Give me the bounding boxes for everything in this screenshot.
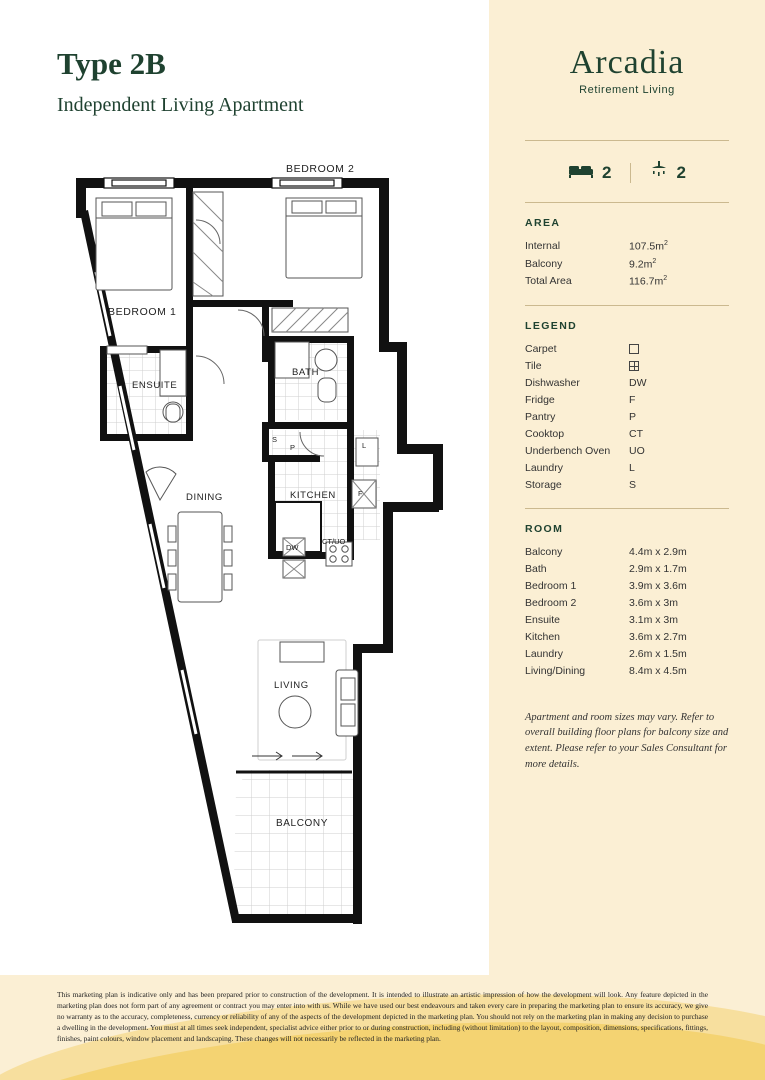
legend-label: Fridge — [525, 393, 555, 406]
legend-label: Carpet — [525, 342, 557, 355]
legend-label: Storage — [525, 478, 562, 491]
area-label: Total Area — [525, 275, 572, 287]
legend-row — [525, 443, 729, 460]
room-row — [525, 544, 729, 561]
legend-value: P — [629, 410, 637, 423]
legend-row — [525, 409, 729, 426]
svg-text:BEDROOM 2: BEDROOM 2 — [286, 163, 355, 175]
legend-label: Underbench Oven — [525, 444, 611, 457]
area-row — [525, 238, 729, 256]
legend-value: L — [629, 461, 635, 474]
bedroom-count-value: 2 — [602, 162, 612, 182]
legend-value: DW — [629, 376, 647, 389]
legend-value: S — [629, 478, 637, 491]
room-row — [525, 663, 729, 680]
legend-label: Dishwasher — [525, 376, 580, 389]
area-row — [525, 256, 729, 274]
legend-row — [525, 460, 729, 477]
svg-text:ENSUITE: ENSUITE — [132, 380, 178, 391]
room-row — [525, 629, 729, 646]
room-value: 8.4m x 4.5m — [629, 664, 687, 677]
legend-swatch-tile — [629, 358, 729, 375]
brand-block — [489, 0, 765, 96]
label-bedroom1: BEDROOM 1 — [108, 306, 177, 318]
svg-text:LIVING: LIVING — [274, 680, 309, 691]
room-value: 3.9m x 3.6m — [629, 579, 687, 592]
legend-value: UO — [629, 444, 645, 457]
bathroom-count-value: 2 — [676, 162, 686, 182]
room-label: Kitchen — [525, 630, 561, 643]
legend-row — [525, 392, 729, 409]
shower-icon — [649, 161, 669, 184]
bed-icon — [568, 162, 594, 183]
brand-name: Arcadia — [569, 44, 685, 81]
legend-row — [525, 375, 729, 392]
room-block — [489, 509, 765, 694]
area-value: $107.5m^2$ — [629, 240, 668, 253]
room-value: 3.6m x 3m — [629, 596, 679, 609]
sizes-note: Apartment and room sizes may vary. Refer to overall building floor plans for balcony size and extent. Please refer to your Sales Consultant for more details. — [525, 711, 729, 770]
area-label: Internal — [525, 240, 561, 252]
room-value: 4.4m x 2.9m — [629, 545, 687, 558]
svg-text:BALCONY: BALCONY — [276, 818, 328, 829]
room-label: Living/Dining — [525, 664, 586, 677]
area-value: $116.7m^2$ — [629, 275, 668, 288]
area-value: $9.2m^2$ — [629, 257, 657, 270]
svg-text:KITCHEN: KITCHEN — [290, 490, 336, 501]
room-row — [525, 595, 729, 612]
legend-value: F — [629, 393, 636, 406]
room-value: 2.6m x 1.5m — [629, 647, 687, 660]
room-counts — [489, 141, 765, 202]
room-label: Balcony — [525, 545, 563, 558]
room-label: Ensuite — [525, 613, 561, 626]
room-row — [525, 561, 729, 578]
svg-text:BATH: BATH — [292, 367, 320, 378]
bedroom-count — [568, 162, 611, 183]
page-title: Type 2B — [57, 46, 166, 81]
legend-swatch-carpet — [629, 341, 729, 358]
svg-text:L: L — [362, 441, 367, 450]
legend-row — [525, 341, 729, 358]
legend-row — [525, 358, 729, 375]
legend-label: Tile — [525, 359, 542, 372]
legend-block — [489, 306, 765, 508]
page-subtitle: Independent Living Apartment — [57, 94, 304, 116]
room-row — [525, 578, 729, 595]
room-label: Bedroom 2 — [525, 596, 577, 609]
area-title: AREA — [525, 217, 561, 229]
info-sidebar — [489, 0, 765, 975]
svg-text:S: S — [272, 435, 278, 444]
area-block — [489, 203, 765, 305]
legend-value: CT — [629, 427, 643, 440]
room-label: Bath — [525, 562, 547, 575]
room-value: 2.9m x 1.7m — [629, 562, 687, 575]
room-value: 3.1m x 3m — [629, 613, 679, 626]
bathroom-count — [649, 161, 686, 184]
floor-plan-drawing — [0, 150, 489, 950]
svg-text:DW: DW — [286, 543, 299, 552]
legend-row — [525, 426, 729, 443]
legend-row — [525, 477, 729, 494]
brand-tagline: Retirement Living — [579, 84, 675, 96]
disclaimer-text: This marketing plan is indicative only and has been prepared prior to construction of the development. It is intended to illustrate an artistic impression of how the development will look. Any feature depicted in the marketing plan does not form part of any agreement or contract you may enter into with us. While we have used our best endeavours and taken every care in preparing the marketing plan to ensure its accuracy, we give no warranty as to the accuracy, completeness, currency or reliability of any of the aspects of the development depicted in the marketing plan. You should not rely on the marketing plan in making any decision to purchase a dwelling in the development. You must at all times seek independent, specialist advice either prior to or during construction, including (without limitation) to the layout, composition, dimensions, specifications, fittings, finishes, paint colours, window placement and landscaping. These changes will not necessarily be reflected in the marketing plan. — [57, 990, 708, 1044]
svg-text:DINING: DINING — [186, 492, 223, 503]
legend-title: LEGEND — [525, 319, 578, 332]
legend-label: Pantry — [525, 410, 556, 423]
svg-text:P: P — [290, 443, 296, 452]
area-label: Balcony — [525, 257, 563, 270]
area-row — [525, 273, 729, 291]
room-row — [525, 612, 729, 629]
svg-text:F: F — [358, 489, 363, 498]
count-separator — [630, 163, 631, 183]
room-label: Laundry — [525, 647, 563, 660]
footer — [0, 975, 765, 1080]
legend-label: Cooktop — [525, 427, 565, 440]
room-title: ROOM — [525, 522, 564, 535]
room-label: Bedroom 1 — [525, 579, 577, 592]
room-row — [525, 646, 729, 663]
svg-text:CT/UO: CT/UO — [322, 537, 346, 546]
room-value: 3.6m x 2.7m — [629, 630, 687, 643]
legend-label: Laundry — [525, 461, 563, 474]
